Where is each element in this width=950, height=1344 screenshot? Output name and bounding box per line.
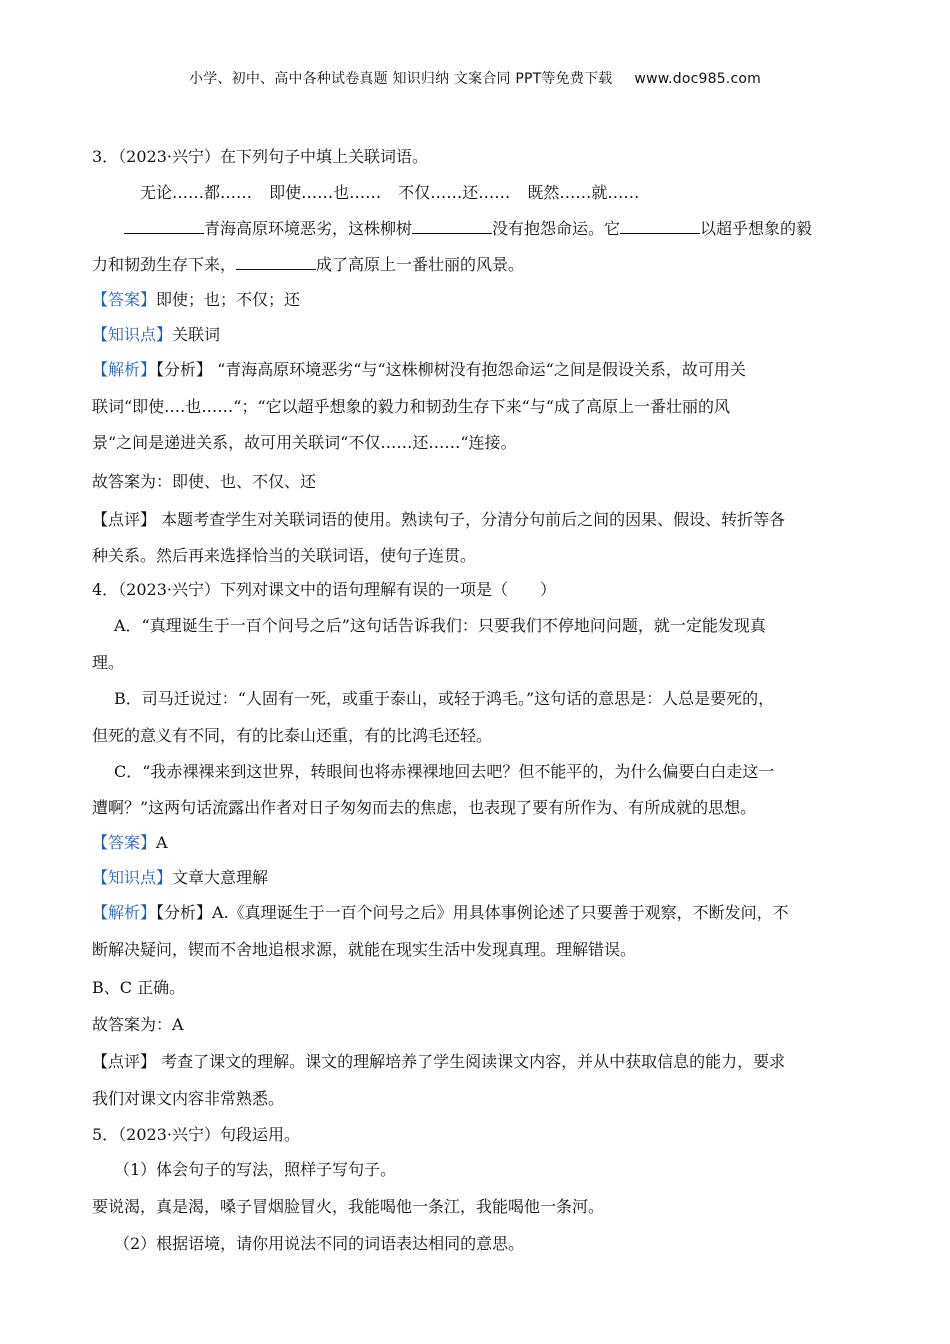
q4-option-c-line-1: C．“我赤裸裸来到这世界，转眼间也将赤裸裸地回去吧？但不能平的，为什么偏要白白走这一 bbox=[114, 762, 775, 781]
q3-sentence-part: 力和韧劲生存下来， bbox=[92, 255, 237, 274]
q3-sentence-line-2 bbox=[92, 255, 524, 275]
header-text: 小学、初中、高中各种试卷真题 知识归纳 文案合同 PPT等免费下载 bbox=[189, 71, 613, 87]
q5-title: 5．（2023·兴宁）句段运用。 bbox=[92, 1125, 300, 1144]
q3-sentence-part: 青海高原环境恶劣，这株柳树 bbox=[204, 219, 413, 238]
q4-final-answer: 故答案为：A bbox=[92, 1015, 184, 1034]
q4-option-a-line-1: A．“真理诞生于一百个问号之后”这句话告诉我们：只要我们不停地问问题，就一定能发现真 bbox=[114, 616, 766, 635]
analysis-tag: 【解析】 bbox=[92, 360, 157, 379]
q4-title: 4．（2023·兴宁）下列对课文中的语句理解有误的一项是（ ） bbox=[92, 580, 556, 599]
q3-option: 即使……也…… bbox=[269, 183, 382, 202]
analysis-tag: 【解析】 bbox=[92, 903, 157, 922]
q3-answer bbox=[92, 290, 300, 310]
q4-option-b-line-2: 但死的意义有不同，有的比泰山还重，有的比鸿毛还轻。 bbox=[92, 726, 493, 745]
knowledge-text: 文章大意理解 bbox=[172, 868, 269, 887]
q3-analysis-line-3: 景“之间是递进关系，故可用关联词“不仅……还……“连接。 bbox=[92, 433, 517, 452]
q3-option: 无论……都…… bbox=[140, 183, 253, 202]
q4-analysis-line-1 bbox=[92, 903, 789, 923]
q4-option-c-line-2: 遭啊？”这两句话流露出作者对日子匆匆而去的焦虑，也表现了要有所作为、有所成就的思想。 bbox=[92, 798, 757, 817]
fill-blank[interactable] bbox=[620, 219, 700, 234]
q4-comment-line-2: 我们对课文内容非常熟悉。 bbox=[92, 1089, 285, 1108]
answer-text: 即使；也；不仅；还 bbox=[156, 290, 301, 309]
knowledge-tag: 【知识点】 bbox=[92, 325, 173, 344]
page-header bbox=[0, 68, 950, 88]
q4-analysis-line-2: 断解决疑问，锲而不舍地追根求源，就能在现实生活中发现真理。理解错误。 bbox=[92, 940, 637, 959]
q3-sentence-part: 以超乎想象的毅 bbox=[700, 219, 813, 238]
answer-tag: 【答案】 bbox=[92, 290, 157, 309]
header-url[interactable]: www.doc985.com bbox=[634, 71, 761, 87]
q3-option: 不仅……还…… bbox=[398, 183, 511, 202]
q3-analysis-line-1 bbox=[92, 360, 746, 380]
q5-part-1: （1）体会句子的写法，照样子写句子。 bbox=[114, 1160, 397, 1179]
knowledge-tag: 【知识点】 bbox=[92, 868, 173, 887]
q3-comment-line-1: 【点评】 本题考查学生对关联词语的使用。熟读句子，分清分句前后之间的因果、假设、转折等各 bbox=[92, 510, 786, 529]
q4-option-b-line-1: B．司马迁说过：“人固有一死，或重于泰山，或轻于鸿毛。”这句话的意思是：人总是要死的， bbox=[114, 689, 775, 708]
q3-sentence-part: 没有抱怨命运。它 bbox=[492, 219, 621, 238]
knowledge-text: 关联词 bbox=[172, 325, 221, 344]
q3-analysis-line-2: 联词“即使….也……“；“它以超乎想象的毅力和韧劲生存下来“与“成了高原上一番壮丽的风 bbox=[92, 397, 730, 416]
answer-tag: 【答案】 bbox=[92, 833, 157, 852]
fill-blank[interactable] bbox=[124, 219, 204, 234]
answer-text: A bbox=[156, 833, 168, 852]
analysis-text: 【分析】 “青海高原环境恶劣“与“这株柳树没有抱怨命运“之间是假设关系，故可用关 bbox=[156, 360, 746, 379]
q4-option-a-line-2: 理。 bbox=[92, 653, 125, 672]
q4-analysis-line-3: B、C 正确。 bbox=[92, 978, 186, 997]
q3-sentence-line-1 bbox=[124, 219, 812, 239]
fill-blank[interactable] bbox=[236, 255, 316, 270]
q3-final-answer: 故答案为：即使、也、不仅、还 bbox=[92, 472, 317, 491]
q3-knowledge-point bbox=[92, 325, 220, 345]
q4-comment-line-1: 【点评】 考查了课文的理解。课文的理解培养了学生阅读课文内容，并从中获取信息的能力，要求 bbox=[92, 1052, 786, 1071]
q5-part-1-example: 要说渴，真是渴，嗓子冒烟脸冒火，我能喝他一条江，我能喝他一条河。 bbox=[92, 1197, 605, 1216]
q3-title: 3．（2023·兴宁）在下列句子中填上关联词语。 bbox=[92, 147, 428, 166]
q3-sentence-part: 成了高原上一番壮丽的风景。 bbox=[316, 255, 525, 274]
q3-option: 既然……就…… bbox=[527, 183, 640, 202]
q4-answer bbox=[92, 833, 168, 853]
q3-options bbox=[140, 183, 639, 203]
q3-comment-line-2: 种关系。然后再来选择恰当的关联词语，使句子连贯。 bbox=[92, 546, 477, 565]
q5-part-2: （2）根据语境，请你用说法不同的词语表达相同的意思。 bbox=[114, 1234, 525, 1253]
analysis-text: 【分析】A.《真理诞生于一百个问号之后》用具体事例论述了只要善于观察，不断发问，不 bbox=[156, 903, 789, 922]
fill-blank[interactable] bbox=[412, 219, 492, 234]
q4-knowledge-point bbox=[92, 868, 268, 888]
